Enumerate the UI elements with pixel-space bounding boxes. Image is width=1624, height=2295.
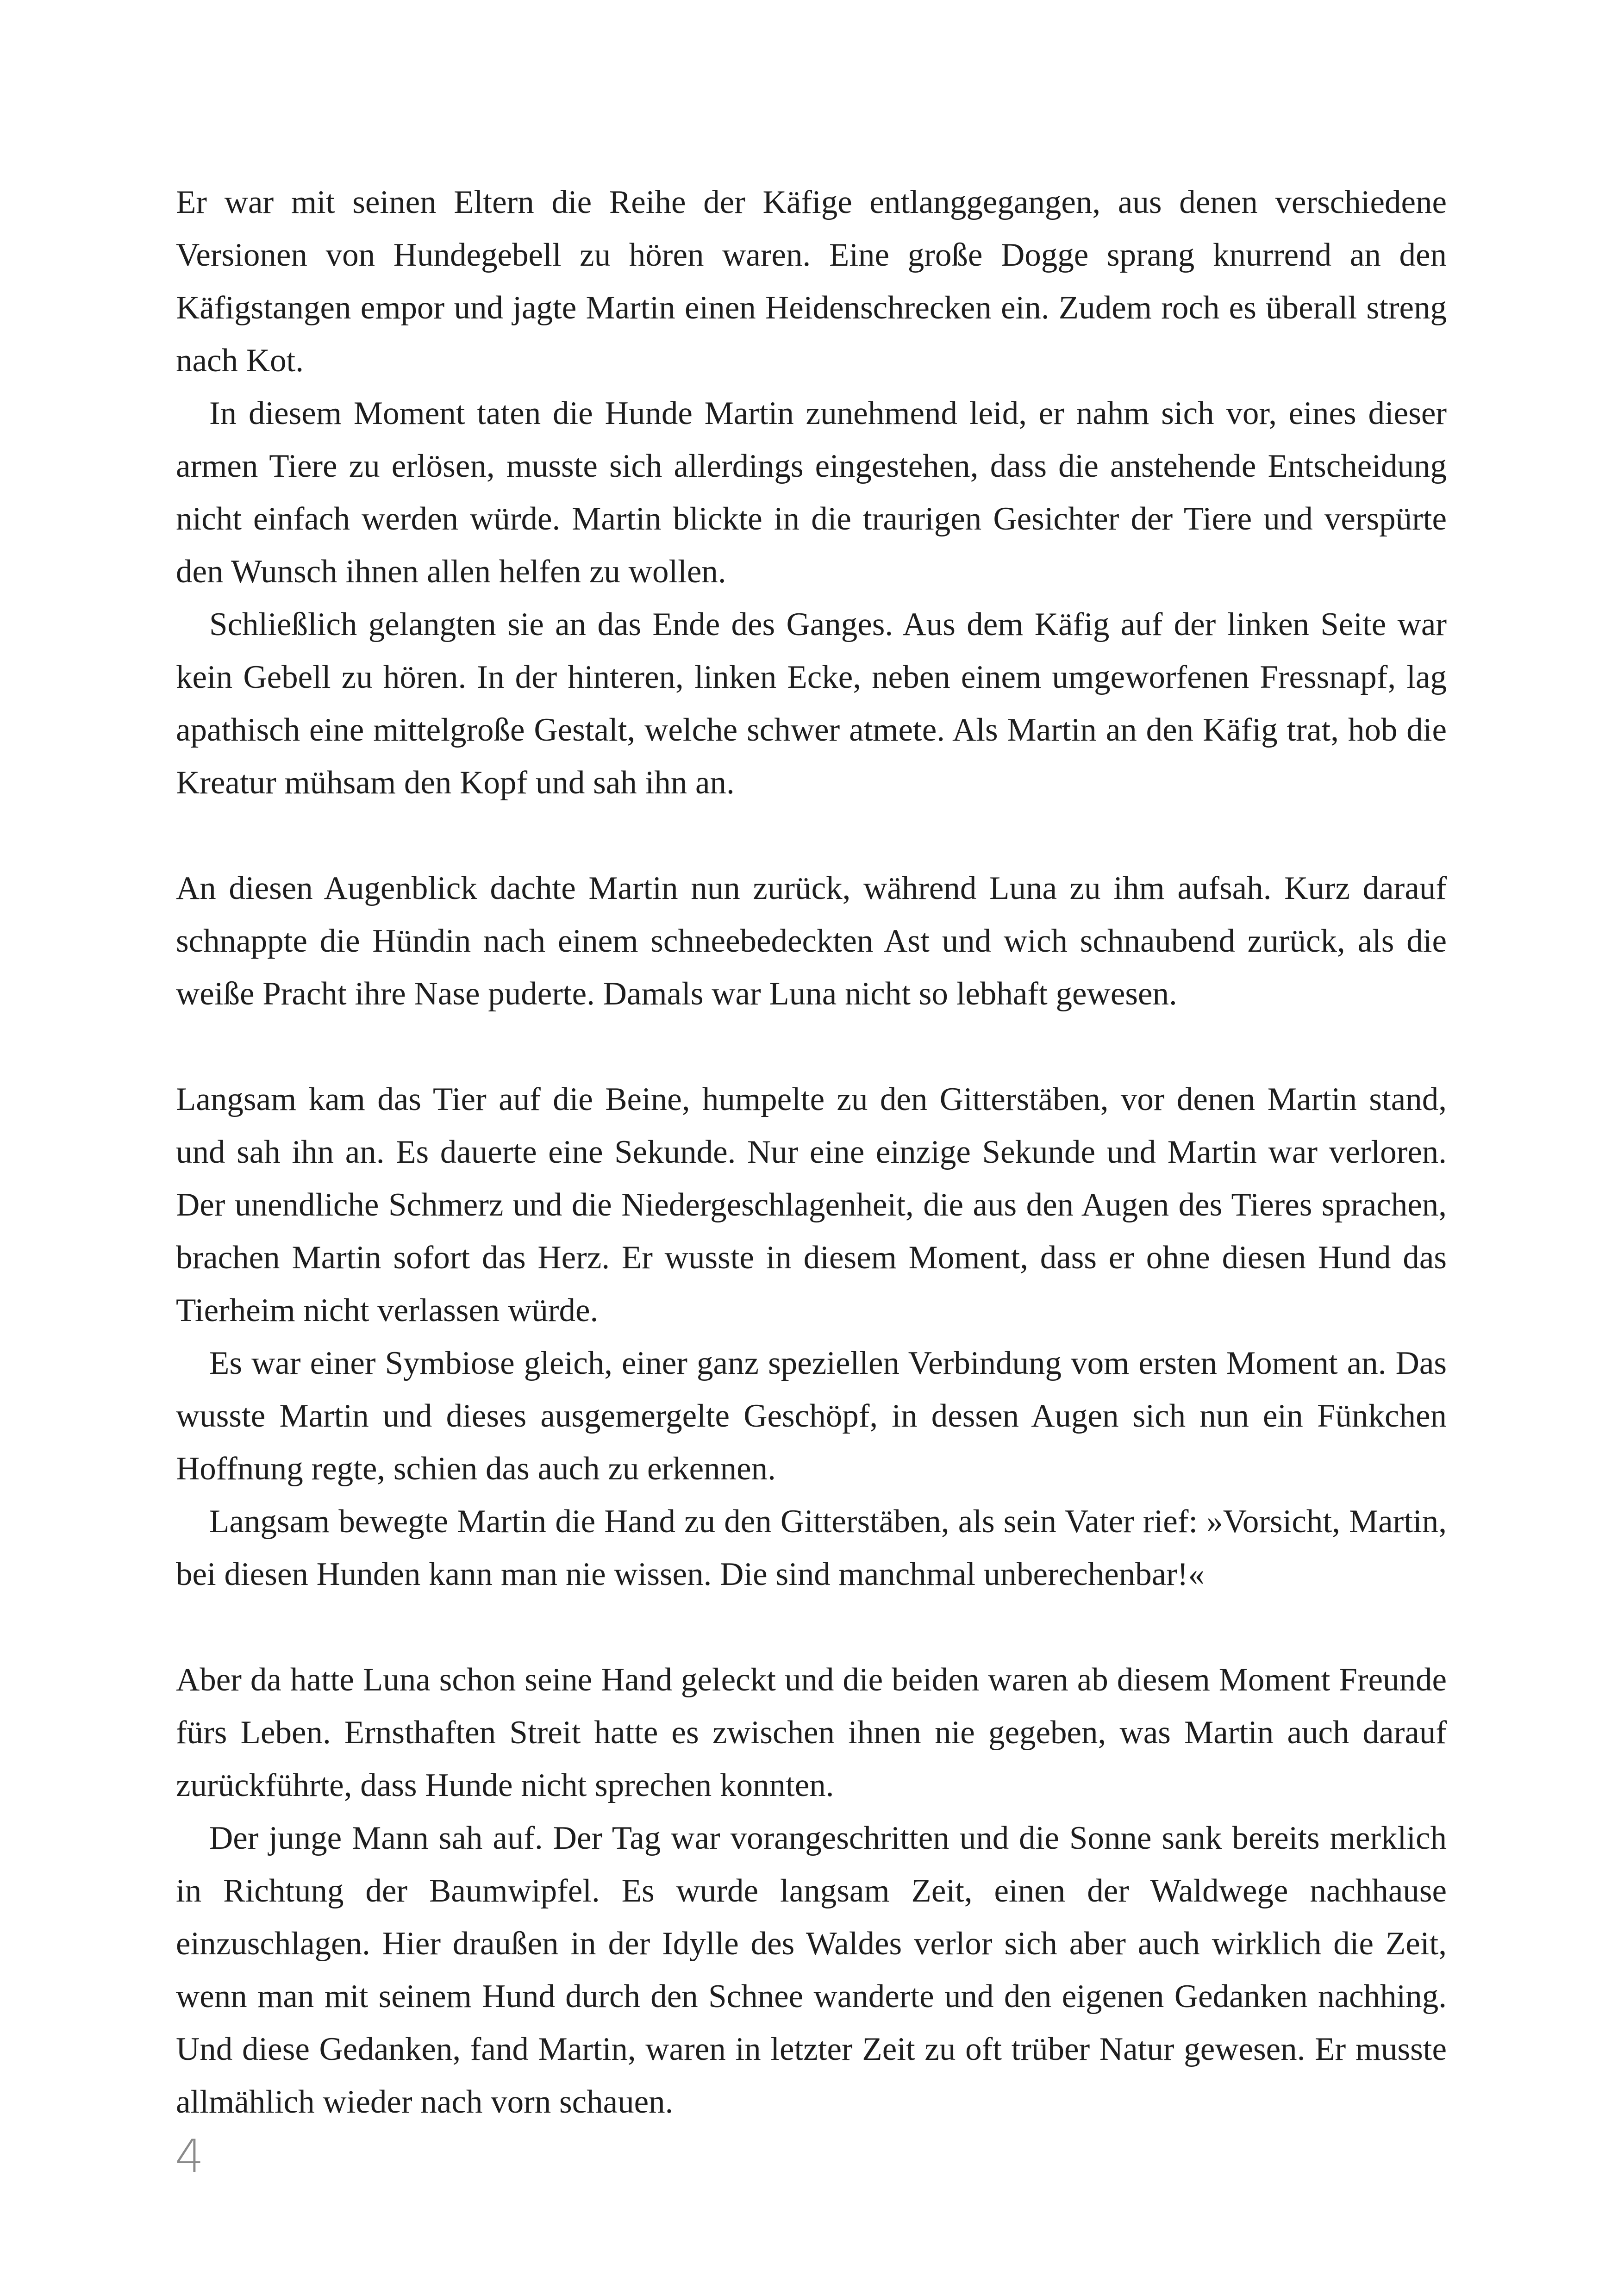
paragraph-dogs-pity: In diesem Moment taten die Hunde Martin zunehmend leid, er nahm sich vor, eines dieser armen Tiere zu erlösen, musste sich allerdings eingestehen, dass die anstehende Entscheidung nicht einfach werden würde. Martin blickte in die traurigen Gesichter der Tiere und verspürte den Wunsch ihnen allen helfen zu wollen. (176, 395, 1447, 590)
paragraph-luna-snow: An diesen Augenblick dachte Martin nun zurück, während Luna zu ihm aufsah. Kurz darauf schnappte die Hündin nach einem schneebedeckten Ast und wich schnaubend zurück, als die weiße Pracht ihre Nase puderte. Damals war Luna nicht so lebhaft gewesen. (176, 870, 1447, 1012)
book-page-body (176, 176, 1447, 2128)
paragraph-father-warning: Langsam bewegte Martin die Hand zu den Gitterstäben, als sein Vater rief: »Vorsicht, Martin, bei diesen Hunden kann man nie wissen. Die sind manchmal unberechenbar!« (176, 1503, 1447, 1592)
section-break (176, 809, 1447, 862)
paragraph-friends-for-life: Aber da hatte Luna schon seine Hand geleckt und die beiden waren ab diesem Moment Freunde fürs Leben. Ernsthaften Streit hatte es zwischen ihnen nie gegeben, was Martin auch darauf zurückführte, dass Hunde nicht sprechen konnten. (176, 1662, 1447, 1803)
paragraph-heading-home: Der junge Mann sah auf. Der Tag war vorangeschritten und die Sonne sank bereits merklich in Richtung der Baumwipfel. Es wurde langsam Zeit, einen der Waldwege nachhause einzuschlagen. Hier draußen in der Idylle des Waldes verlor sich aber auch wirklich die Zeit, wenn man mit seinem Hund durch den Schnee wanderte und den eigenen Gedanken nachhing. Und diese Gedanken, fand Martin, waren in letzter Zeit zu oft trüber Natur gewesen. Er musste allmählich wieder nach vorn schauen. (176, 1820, 1447, 2120)
page-number: 4 (175, 2130, 204, 2183)
paragraph-symbiosis: Es war einer Symbiose gleich, einer ganz speziellen Verbindung vom ersten Moment an. Das wusste Martin und dieses ausgemergelte Geschöpf, in dessen Augen sich nun ein Fünkchen Hoffnung regte, schien das auch zu erkennen. (176, 1345, 1447, 1487)
paragraph-end-of-aisle: Schließlich gelangten sie an das Ende des Ganges. Aus dem Käfig auf der linken Seite war kein Gebell zu hören. In der hinteren, linken Ecke, neben einem umgeworfenen Fressnapf, lag apathisch eine mittelgroße Gestalt, welche schwer atmete. Als Martin an den Käfig trat, hob die Kreatur mühsam den Kopf und sah ihn an. (176, 606, 1447, 801)
section-break (176, 1020, 1447, 1073)
paragraph-cages: Er war mit seinen Eltern die Reihe der Käfige entlanggegangen, aus denen verschiedene Versionen von Hundegebell zu hören waren. Eine große Dogge sprang knurrend an den Käfigstangen empor und jagte Martin einen Heidenschrecken ein. Zudem roch es überall streng nach Kot. (176, 184, 1447, 379)
paragraph-first-look: Langsam kam das Tier auf die Beine, humpelte zu den Gitterstäben, vor denen Martin stand, und sah ihn an. Es dauerte eine Sekunde. Nur eine einzige Sekunde und Martin war verloren. Der unendliche Schmerz und die Niedergeschlagenheit, die aus den Augen des Tieres sprachen, brachen Martin sofort das Herz. Er wusste in diesem Moment, dass er ohne diesen Hund das Tierheim nicht verlassen würde. (176, 1081, 1447, 1328)
section-break (176, 1601, 1447, 1653)
